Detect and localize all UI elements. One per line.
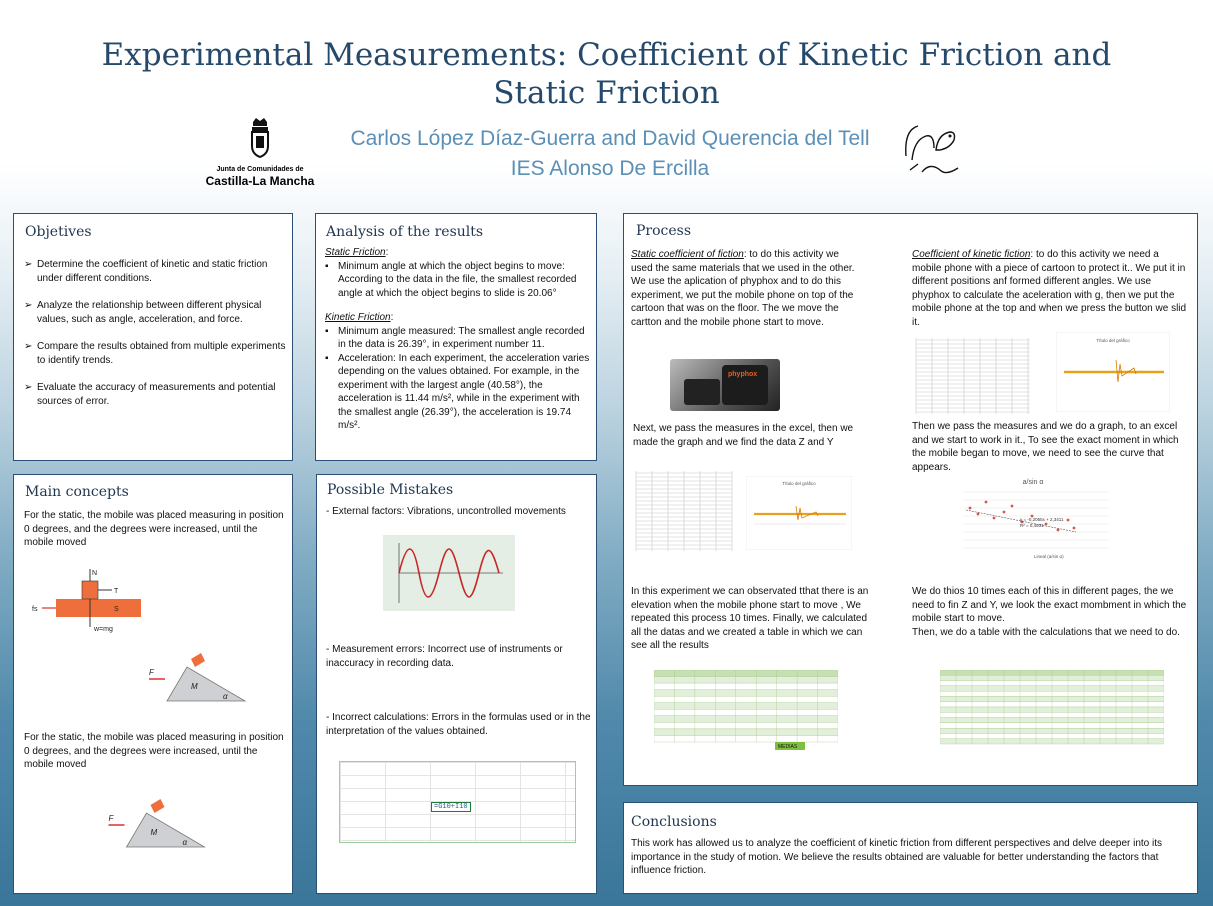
data-sheet-image-2 [914, 336, 1032, 416]
castilla-la-mancha-logo [205, 118, 315, 188]
analysis-static-item: ▪ Minimum angle at which the object begins to move: According to the data in the file, the smallest recorded angle at which the object begins to slide is 20.06° [325, 260, 591, 301]
table-row [654, 716, 838, 723]
conclusions-heading: Conclusions [631, 814, 717, 830]
scatter-point [985, 501, 988, 504]
static-results-table [654, 670, 838, 750]
static-process-graph-text: Next, we pass the measures in the excel, then we made the graph and we find the data Z and Y [633, 423, 854, 448]
mistake-calculation: - Incorrect calculations: Errors in the formulas used or in the interpretation of the values obtained. [326, 712, 591, 737]
asin-scatter-chart [950, 472, 1116, 564]
weight-label: w=mg [94, 626, 113, 633]
static-process-intro: : to do this activity we used the same materials that we used in the other. [631, 249, 855, 274]
acceleration-chart-2 [1056, 332, 1170, 412]
objective-item: ➢ Evaluate the accuracy of measurements and potential sources of error. [24, 381, 286, 408]
data-sheet-image [634, 469, 734, 553]
kinetic-results-table [940, 670, 1164, 752]
chart-title: Título del gráfico [782, 481, 816, 486]
incline-diagram-2 [104, 797, 209, 853]
scatter-equation: y = -0,2055x + 2,3411 [1020, 517, 1064, 522]
kinetic-process-result-text: We do thios 10 times each of this in different pages, the we need to fin Z and Y, we look the exact mombment in which the mobile start to move. Then, we do a table with the calculations that we need to do. [912, 586, 1187, 638]
scatter-point [1045, 523, 1048, 526]
scatter-legend: Lineal (a/sin α) [1034, 554, 1064, 559]
mistakes-heading: Possible Mistakes [327, 482, 454, 498]
scatter-point [1067, 519, 1070, 522]
table-row [654, 729, 838, 736]
phyphox-photo [670, 359, 780, 411]
formula-cell: =G10+I10 [431, 802, 471, 812]
scatter-point [969, 507, 972, 510]
scatter-point [993, 517, 996, 520]
objectives-list [24, 258, 286, 422]
normal-force-label: N [92, 570, 98, 577]
alonso-ercilla-logo [900, 120, 970, 182]
static-process-result-text: In this experiment we can observated tthat there is an elevation when the mobile phone start to move , We repeated this process 10 times. Finally, we calculated all the datas and we created a table in which we can see all the results [631, 586, 869, 651]
main-concepts-text-1: For the static, the mobile was placed measuring in position 0 degrees, and the degrees were increased, until the mobile moved [24, 510, 284, 548]
objective-item: ➢ Analyze the relationship between different physical values, such as angle, acceleration, and force. [24, 299, 286, 326]
block-label: M [150, 828, 158, 837]
process-panel [623, 213, 1198, 786]
objective-item: ➢ Compare the results obtained from multiple experiments to identify trends. [24, 340, 286, 367]
logo-caption-small: Junta de Comunidades de [216, 166, 304, 173]
wave-image [383, 535, 515, 611]
table-row [654, 696, 838, 703]
tension-label: T [114, 588, 119, 595]
spreadsheet-snippet [339, 761, 576, 843]
static-process-method: We use the aplication of phyphox and to do this experiment, we put the mobile phone on top of the cartoon that was on the floor. The we move the cartton and the mobile phone start to move. [631, 276, 854, 328]
process-heading: Process [636, 223, 692, 239]
objectives-panel [13, 213, 293, 461]
force-label: F [149, 668, 154, 677]
authors: Carlos López Díaz-Guerra and David Querencia del Tell [350, 127, 870, 150]
main-concepts-text-2: For the static, the mobile was placed measuring in position 0 degrees, and the degrees were increased, until the mobile moved [24, 732, 284, 770]
mistakes-panel [316, 474, 597, 894]
analysis-panel [315, 213, 597, 461]
kinetic-process-label: Coefficient of kinetic fiction [912, 249, 1031, 260]
phyphox-label: phyphox [728, 371, 758, 378]
angle-label: α [182, 838, 188, 847]
table-row [654, 709, 838, 716]
table-row [654, 683, 838, 690]
incline-diagram-1 [147, 651, 247, 707]
objective-item: ➢ Determine the coefficient of kinetic and static friction under different conditions. [24, 258, 286, 285]
objectives-heading: Objetives [25, 224, 92, 240]
conclusions-panel [623, 802, 1198, 894]
scatter-point [1073, 527, 1076, 530]
kinetic-process-text [912, 248, 1188, 329]
analysis-body: Static Friction: ▪ Minimum angle at which the object begins to move: According to the data in the file, the smallest recorded angle at which the object begins to slide is 20.06° Kinetic Friction: ▪ Minimum angle measured: The smallest angle recorded in the data is 26.39°, in experiment number 11. ▪ Acceleration: In each experiment, the acceleration varies depending on the values obtained. For example, in the experiment with the largest angle (40.58°), the acceleration is 11.44 m/s², while in the experiment with the smallest angle (26.39°), the acceleration is 19.74 m/s². [325, 246, 591, 433]
main-concepts-heading: Main concepts [25, 484, 129, 500]
conclusions-text: This work has allowed us to analyze the coefficient of kinetic friction from different perspectives and delve deeper into its importance in the study of motion. We believe the results obtained are valuable for better understanding the factors that influence friction. [631, 838, 1163, 876]
main-concepts-panel [13, 474, 293, 894]
scatter-title: a/sin α [1022, 479, 1044, 486]
analysis-heading: Analysis of the results [326, 224, 484, 240]
table-row [654, 735, 838, 742]
table-row [654, 703, 838, 710]
block-label: M [191, 682, 198, 691]
table-row [654, 677, 838, 684]
poster-title: Experimental Measurements: Coefficient of Kinetic Friction and Static Friction [101, 37, 1112, 111]
scatter-point [1003, 511, 1006, 514]
scatter-point [1057, 529, 1060, 532]
mass-label: S [114, 606, 119, 613]
analysis-kinetic-item: ▪ Minimum angle measured: The smallest angle recorded in the data is 26.39°, in experiment number 11. [325, 325, 591, 352]
table-row [654, 722, 838, 729]
scatter-point [1011, 505, 1014, 508]
kinetic-process-graph-text: Then we pass the measures and we do a graph, to an excel and we start to work in it., To see the exact moment in which the mobile began to move, we need to see the curve that appears. [912, 421, 1179, 473]
kinetic-process-intro: : to do this activity we need a mobile phone with a piece of cartoon to protect it.. We put it in different positions anf formed different angles. We use phyphox to calculate the aceleration with g, then we put the mobile phone at the top and when we press the button we slid it. [912, 249, 1187, 328]
logo-caption-large: Castilla-La Mancha [205, 174, 315, 188]
friction-label: fs [32, 606, 38, 613]
chart-title: Título del gráfico [1096, 338, 1130, 343]
crown-shield-icon [245, 118, 275, 158]
kinetic-friction-label: Kinetic Friction [325, 312, 391, 323]
scatter-point [977, 513, 980, 516]
static-block-diagram [26, 567, 176, 639]
school: IES Alonso De Ercilla [510, 157, 710, 180]
static-process-label: Static coefficient of fiction [631, 249, 744, 260]
scatter-r2: R² = 0,4931 [1020, 523, 1044, 528]
author-block [300, 124, 920, 184]
table-row [654, 690, 838, 697]
force-label: F [108, 814, 114, 823]
angle-label: α [223, 692, 228, 701]
static-process-text [631, 248, 861, 329]
table-medias-label: MEDIAS [778, 744, 798, 750]
acceleration-chart [746, 476, 852, 550]
analysis-kinetic-item: ▪ Acceleration: In each experiment, the acceleration varies depending on the values obtained. For example, in the experiment with the largest angle (40.58°), the acceleration is 11.44 m/s², while in the experiment with the smallest angle (26.39°), the acceleration is 19.74 m/s². [325, 352, 591, 433]
mistake-external: - External factors: Vibrations, uncontrolled movements [326, 506, 566, 517]
static-friction-label: Static Friction [325, 247, 386, 258]
table-row [654, 670, 838, 677]
mistake-measurement: - Measurement errors: Incorrect use of instruments or inaccuracy in recording data. [326, 644, 563, 669]
